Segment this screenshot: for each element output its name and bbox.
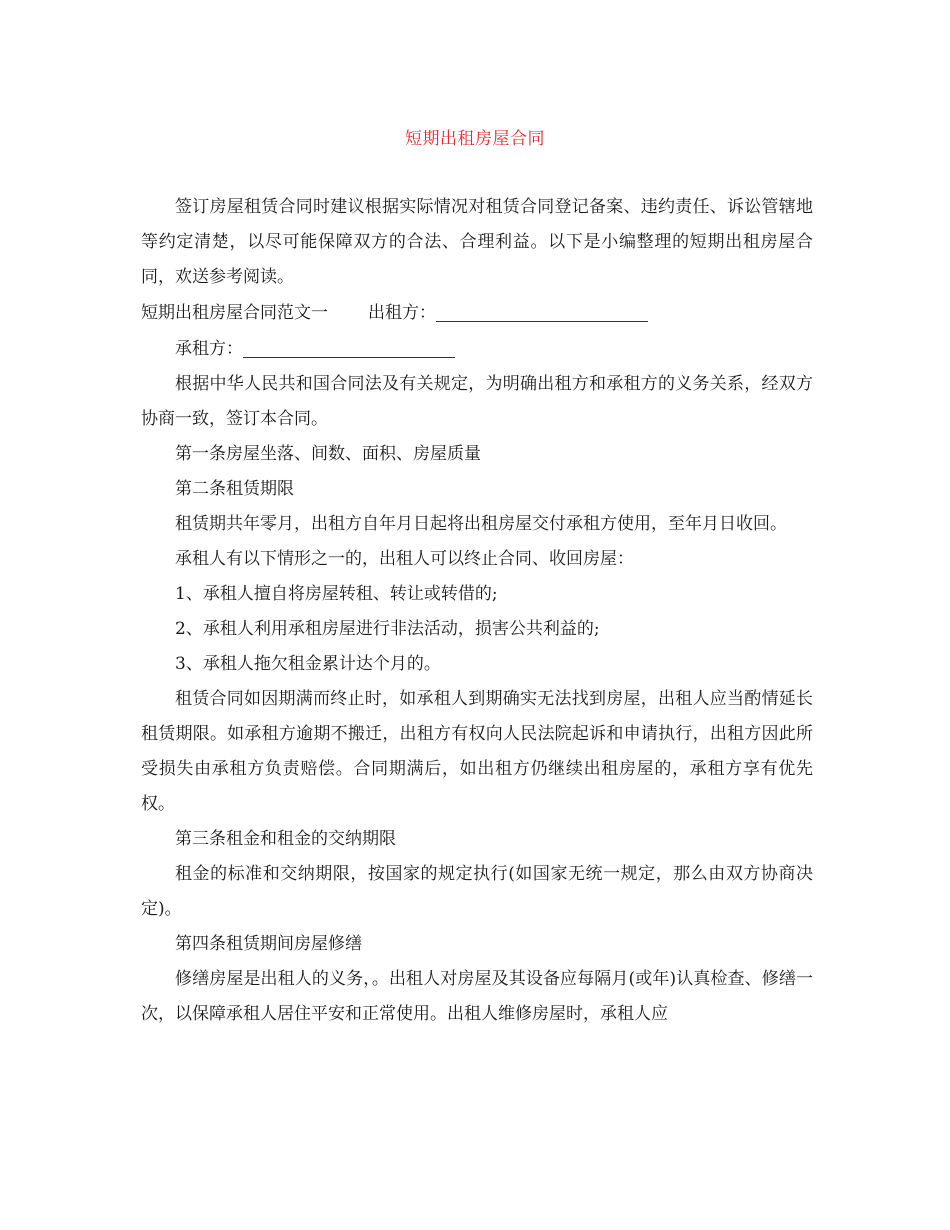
article-4-heading: 第四条租赁期间房屋修缮 (175, 934, 362, 954)
article-1-heading: 第一条房屋坐落、间数、面积、房屋质量 (175, 444, 481, 464)
list-item-3: 3、承租人拖欠租金累计达个月的。 (175, 654, 441, 674)
intro-paragraph: 签订房屋租赁合同时建议根据实际情况对租赁合同登记备案、违约责任、诉讼管辖地等约定清楚，以尽可能保障双方的合法、合理利益。以下是小编整理的短期出租房屋合同，欢送参考阅读。 (141, 197, 813, 287)
list-item-1: 1、承租人擅自将房屋转租、转让或转借的; (175, 584, 498, 604)
lessee-blank (243, 335, 455, 358)
expiry-paragraph: 租赁合同如因期满而终止时，如承租人到期确实无法找到房屋，出租人应当酌情延长租赁期限。如承租方逾期不搬迁，出租方有权向人民法院起诉和申请执行，出租方因此所受损失由承租方负责赔偿。合同期满后，如出租方仍继续出租房屋的，承租方享有优先权。 (141, 689, 813, 814)
list-item-2: 2、承租人利用承租房屋进行非法活动，损害公共利益的; (175, 619, 600, 639)
article-2-heading: 第二条租赁期限 (175, 479, 294, 499)
article-3-heading: 第三条租金和租金的交纳期限 (175, 829, 396, 849)
rent-paragraph: 租金的标准和交纳期限，按国家的规定执行(如国家无统一规定，那么由双方协商决定)。 (141, 864, 813, 919)
document-title: 短期出租房屋合同 (405, 129, 545, 149)
termination-intro: 承租人有以下情形之一的，出租人可以终止合同、收回房屋： (175, 549, 634, 569)
sample-heading: 短期出租房屋合同范文一 (141, 303, 328, 323)
lessor-label: 出租方： (368, 303, 436, 323)
sample-heading-line (141, 295, 813, 331)
lessor-blank (436, 299, 648, 322)
document-body (141, 190, 813, 1032)
lessee-line (141, 331, 813, 367)
preamble-paragraph: 根据中华人民共和国合同法及有关规定，为明确出租方和承租方的义务关系，经双方协商一致，签订本合同。 (141, 374, 813, 429)
lessee-label: 承租方： (175, 339, 243, 359)
repair-paragraph: 修缮房屋是出租人的义务，。出租人对房屋及其设备应每隔月(或年)认真检查、修缮一次，以保障承租人居住平安和正常使用。出租人维修房屋时，承租人应 (141, 969, 813, 1024)
term-paragraph: 租赁期共年零月，出租方自年月日起将出租房屋交付承租方使用，至年月日收回。 (175, 514, 787, 534)
